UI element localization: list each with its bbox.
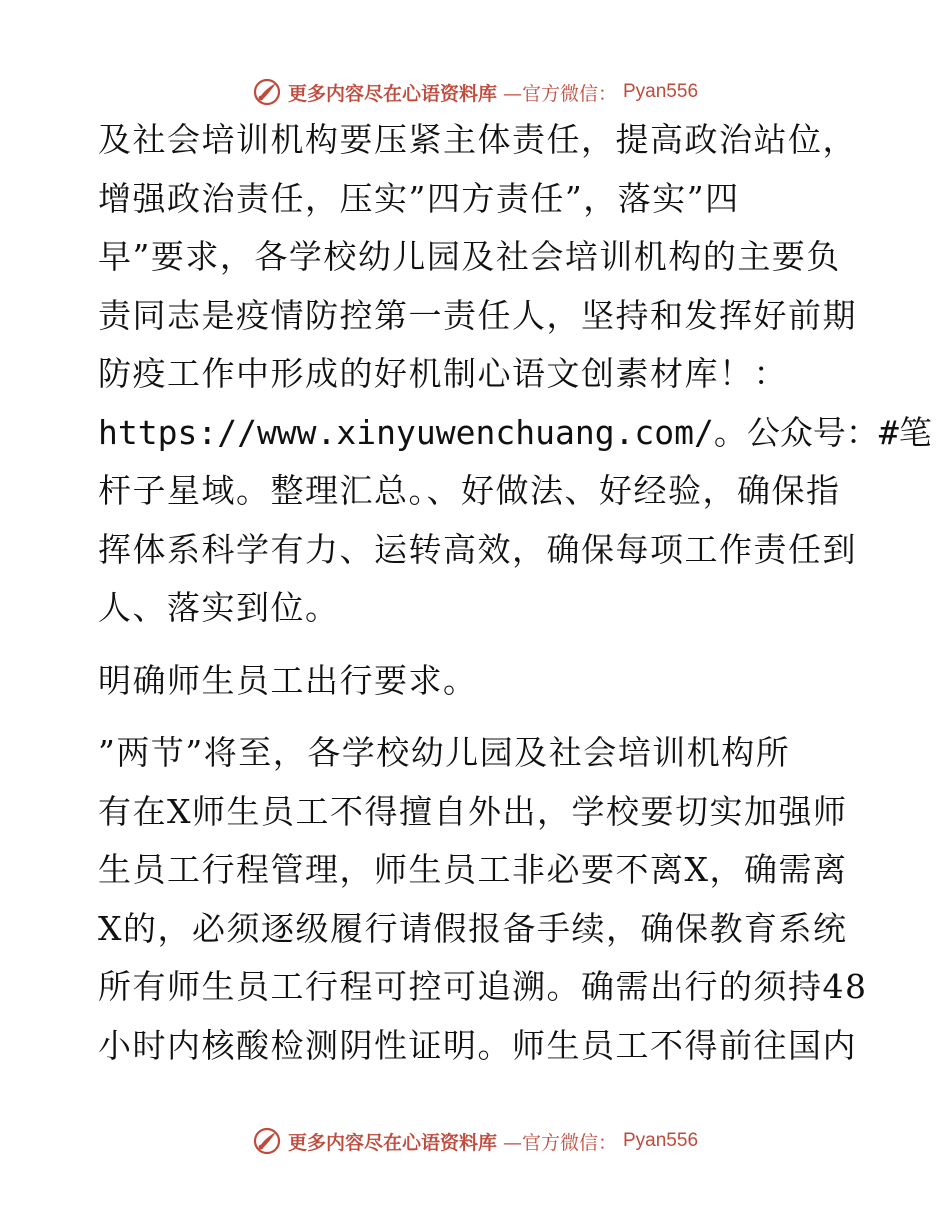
text-line: 小时内核酸检测阴性证明。师生员工不得前往国内 [98,1025,857,1065]
text-line: X的，必须逐级履行请假报备手续，确保教育系统 [98,908,848,948]
header-watermark-wechat-id: Pyan556 [623,81,699,102]
paragraph-1 [98,120,932,627]
footer-watermark-label: —官方微信： [502,1131,617,1154]
text-line: 增强政治责任，压实”四方责任”，落实”四 [98,178,740,218]
text-line: 杆子星域。整理汇总。、好做法、好经验，确保指 [98,471,841,510]
text-line: 有在X师生员工不得擅自外出，学校要切实加强师 [98,791,848,831]
text-line: 所有师生员工行程可控可追溯。确需出行的须持48 [98,967,868,1006]
section-heading: 明确师生员工出行要求。 [98,660,478,700]
header-watermark-label: —官方微信： [502,82,617,105]
text-line: 早”要求，各学校幼儿园及社会培训机构的主要负 [98,237,841,276]
text-line: 及社会培训机构要压紧主体责任，提高政治站位， [98,120,857,159]
footer-watermark [0,1121,950,1161]
text-line: 责同志是疫情防控第一责任人，坚持和发挥好前期 [98,295,857,335]
text-line-url: https://www.xinyuwenchuang.com/。公众号：#笔 [98,412,932,452]
footer-watermark-wechat-id: Pyan556 [623,1130,699,1151]
header-watermark [0,72,950,112]
text-line: 生员工行程管理，师生员工非必要不离X，确需离 [98,850,848,889]
paragraph-2 [98,733,868,1065]
text-line: ”两节”将至，各学校幼儿园及社会培训机构所 [98,733,791,772]
header-watermark-text: 更多内容尽在心语资料库 [287,82,497,105]
text-line: 防疫工作中形成的好机制心语文创素材库！： [98,354,788,393]
text-line: 挥体系科学有力、运转高效，确保每项工作责任到 [98,529,857,569]
brush-logo-icon [252,1126,282,1156]
brush-logo-icon [252,77,282,107]
document-body [98,120,932,1084]
text-line: 人、落实到位。 [98,588,340,627]
footer-watermark-text: 更多内容尽在心语资料库 [287,1131,497,1154]
